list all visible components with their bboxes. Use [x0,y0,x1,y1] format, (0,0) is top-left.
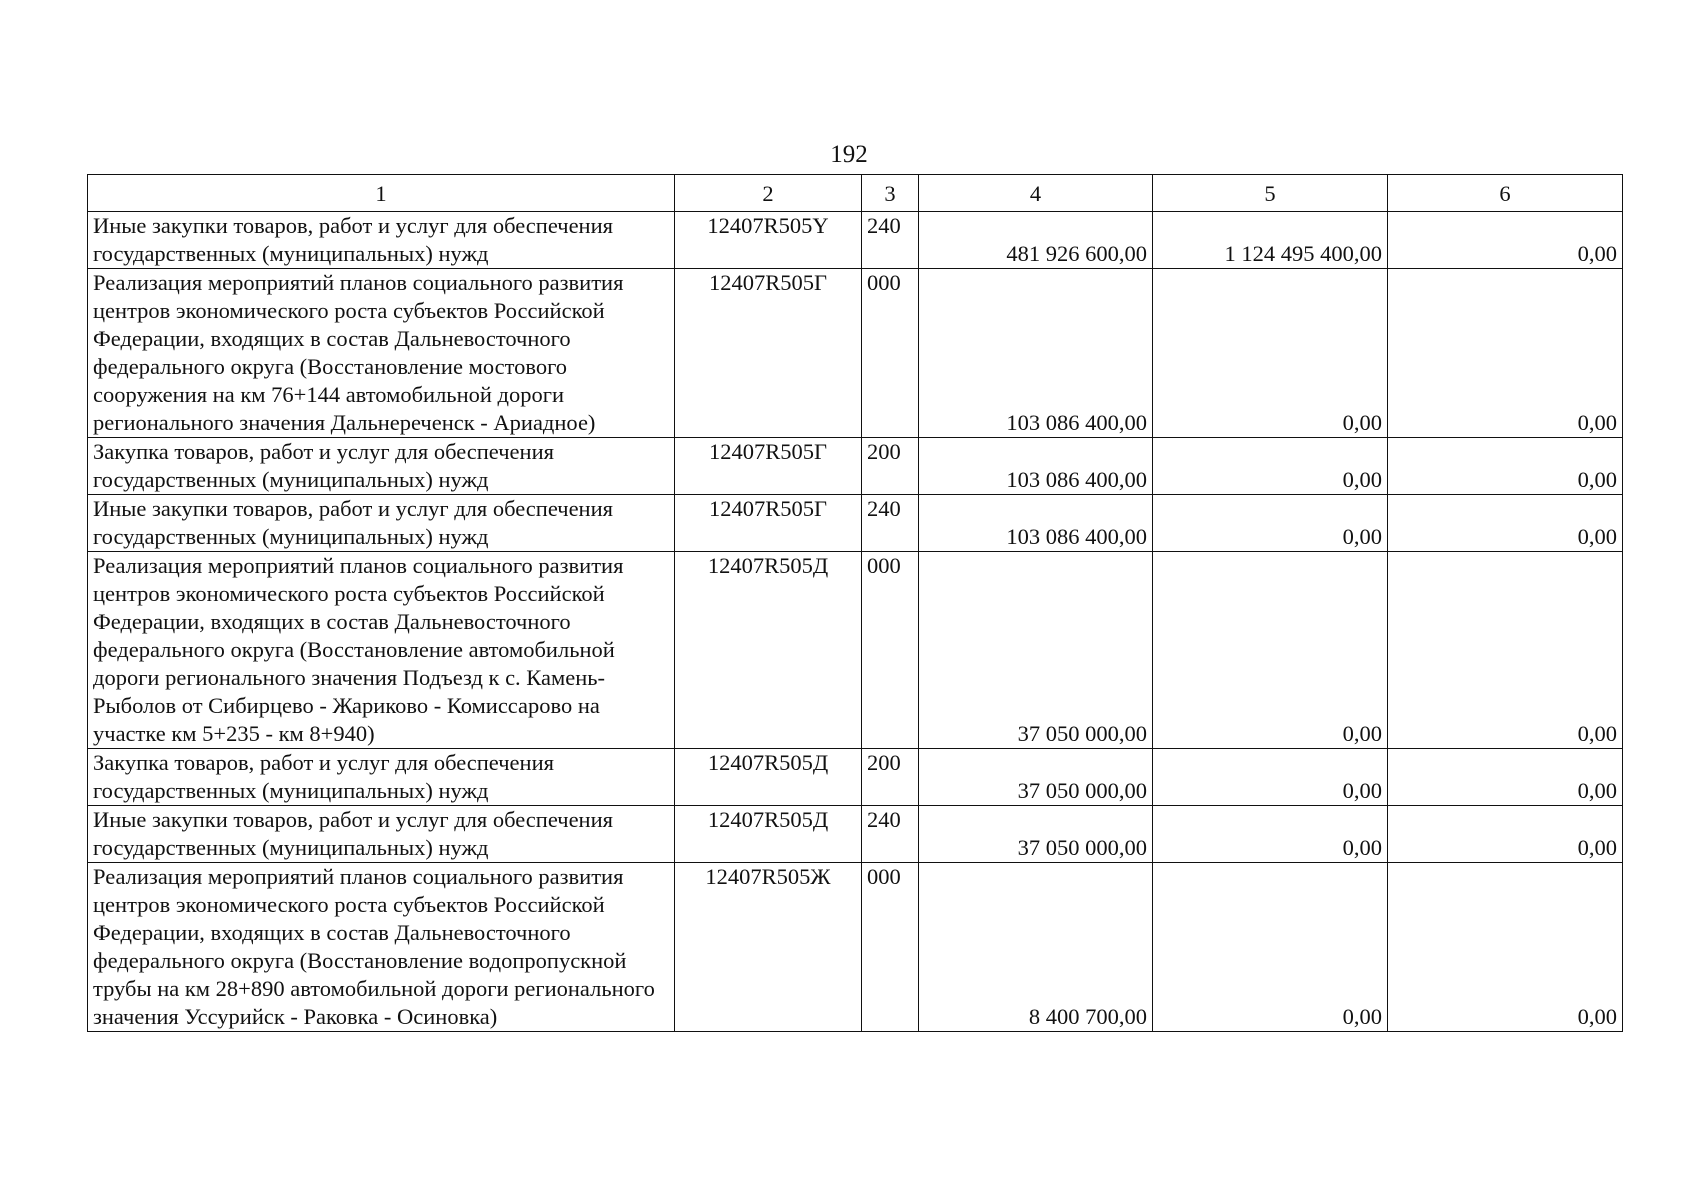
amount-col5-cell: 0,00 [1153,438,1388,495]
amount-col4-cell: 8 400 700,00 [919,863,1153,1032]
expense-type-cell: 200 [862,749,919,806]
column-header: 5 [1153,175,1388,212]
target-code-cell: 12407R505Ж [675,863,862,1032]
expense-type-cell: 000 [862,269,919,438]
amount-col4-cell: 37 050 000,00 [919,749,1153,806]
table-row [88,749,1623,806]
column-header: 4 [919,175,1153,212]
expense-type-cell: 200 [862,438,919,495]
table-row [88,438,1623,495]
expense-name-cell: Иные закупки товаров, работ и услуг для обеспечения государственных (муниципальных) нужд [88,212,675,269]
column-header: 3 [862,175,919,212]
amount-col4-cell: 37 050 000,00 [919,552,1153,749]
amount-col4-cell: 103 086 400,00 [919,269,1153,438]
amount-col5-cell: 0,00 [1153,269,1388,438]
amount-col5-cell: 0,00 [1153,749,1388,806]
amount-col4-cell: 37 050 000,00 [919,806,1153,863]
target-code-cell: 12407R505Г [675,495,862,552]
amount-col5-cell: 1 124 495 400,00 [1153,212,1388,269]
expense-type-cell: 000 [862,863,919,1032]
table-row [88,495,1623,552]
amount-col5-cell: 0,00 [1153,806,1388,863]
amount-col6-cell: 0,00 [1388,269,1623,438]
column-header: 6 [1388,175,1623,212]
expense-name-cell: Закупка товаров, работ и услуг для обеспечения государственных (муниципальных) нужд [88,749,675,806]
amount-col6-cell: 0,00 [1388,438,1623,495]
amount-col6-cell: 0,00 [1388,212,1623,269]
target-code-cell: 12407R505Г [675,269,862,438]
target-code-cell: 12407R505Д [675,552,862,749]
expense-name-cell: Реализация мероприятий планов социального развития центров экономического роста субъектов Российской Федерации, входящих в состав Дальневосточного федерального округа (Восстановление водопропускной трубы на км 28+890 автомобильной дороги регионального значения Уссурийск - Раковка - Осиновка) [88,863,675,1032]
table-header-row [88,175,1623,212]
table-row [88,212,1623,269]
column-header: 1 [88,175,675,212]
table-row [88,806,1623,863]
expense-name-cell: Закупка товаров, работ и услуг для обеспечения государственных (муниципальных) нужд [88,438,675,495]
expense-name-cell: Иные закупки товаров, работ и услуг для обеспечения государственных (муниципальных) нужд [88,495,675,552]
amount-col5-cell: 0,00 [1153,495,1388,552]
target-code-cell: 12407R505Д [675,749,862,806]
amount-col6-cell: 0,00 [1388,806,1623,863]
table-row [88,552,1623,749]
column-header: 2 [675,175,862,212]
table-row [88,269,1623,438]
amount-col4-cell: 103 086 400,00 [919,495,1153,552]
budget-table [87,174,1623,1032]
target-code-cell: 12407R505Д [675,806,862,863]
amount-col4-cell: 103 086 400,00 [919,438,1153,495]
expense-name-cell: Реализация мероприятий планов социального развития центров экономического роста субъектов Российской Федерации, входящих в состав Дальневосточного федерального округа (Восстановление мостового сооружения на км 76+144 автомобильной дороги регионального значения Дальнереченск - Ариадное) [88,269,675,438]
amount-col6-cell: 0,00 [1388,749,1623,806]
table-row [88,863,1623,1032]
expense-type-cell: 240 [862,806,919,863]
amount-col5-cell: 0,00 [1153,552,1388,749]
expense-name-cell: Реализация мероприятий планов социального развития центров экономического роста субъектов Российской Федерации, входящих в состав Дальневосточного федерального округа (Восстановление автомобильной дороги регионального значения Подъезд к с. Камень-Рыболов от Сибирцево - Жариково - Комиссарово на участке км 5+235 - км 8+940) [88,552,675,749]
expense-name-cell: Иные закупки товаров, работ и услуг для обеспечения государственных (муниципальных) нужд [88,806,675,863]
amount-col5-cell: 0,00 [1153,863,1388,1032]
amount-col6-cell: 0,00 [1388,552,1623,749]
amount-col4-cell: 481 926 600,00 [919,212,1153,269]
target-code-cell: 12407R505Г [675,438,862,495]
amount-col6-cell: 0,00 [1388,495,1623,552]
expense-type-cell: 240 [862,495,919,552]
amount-col6-cell: 0,00 [1388,863,1623,1032]
target-code-cell: 12407R505Y [675,212,862,269]
expense-type-cell: 000 [862,552,919,749]
page-number: 192 [830,141,868,168]
expense-type-cell: 240 [862,212,919,269]
